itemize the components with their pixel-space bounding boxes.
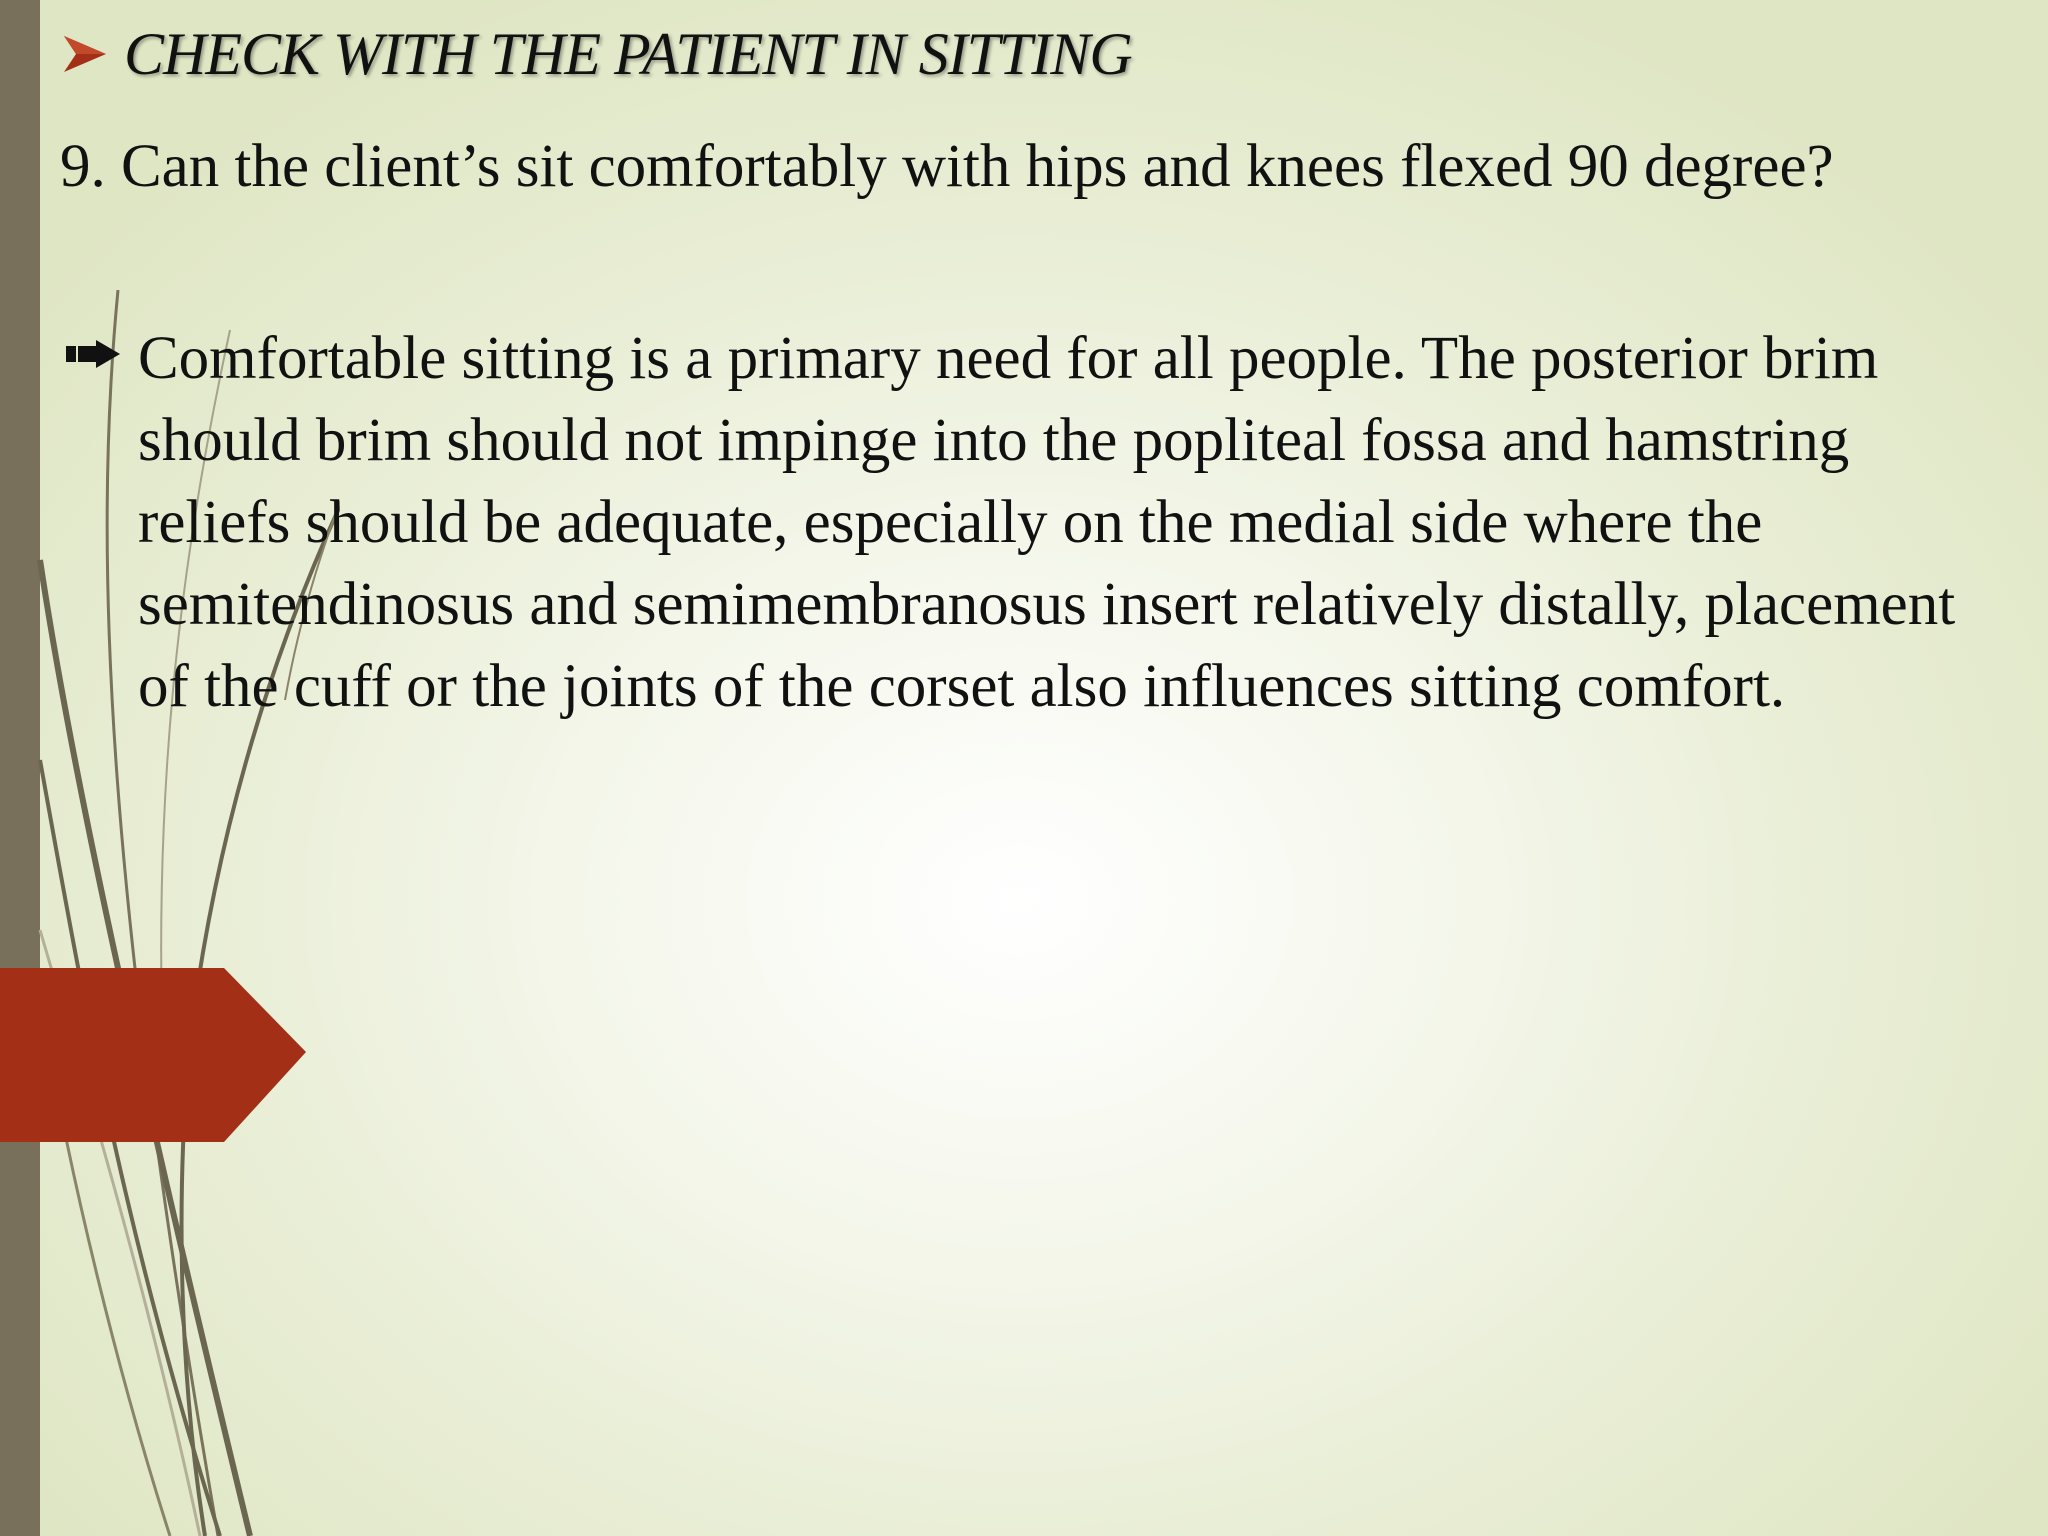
decorative-stems-graphic [0, 0, 340, 1536]
bullet-item [60, 318, 1980, 728]
slide-heading [64, 12, 1132, 96]
arrowhead-icon [64, 34, 106, 74]
pointing-arrow-icon [66, 340, 120, 373]
red-chevron-accent [0, 968, 306, 1142]
question-text: 9. Can the client’s sit comfortably with hips and knees flexed 90 degree? [60, 133, 1834, 200]
bullet-text: Comfortable sitting is a primary need for all people. The posterior brim should brim should not impinge into the popliteal fossa and hamstring reliefs should be adequate, especially on the medial side where the semitendinosus and semimembranosus insert relatively distally, placement of the cuff or the joints of the corset also influences sitting comfort. [138, 325, 1956, 720]
heading-text: CHECK WITH THE PATIENT IN SITTING [124, 21, 1132, 87]
